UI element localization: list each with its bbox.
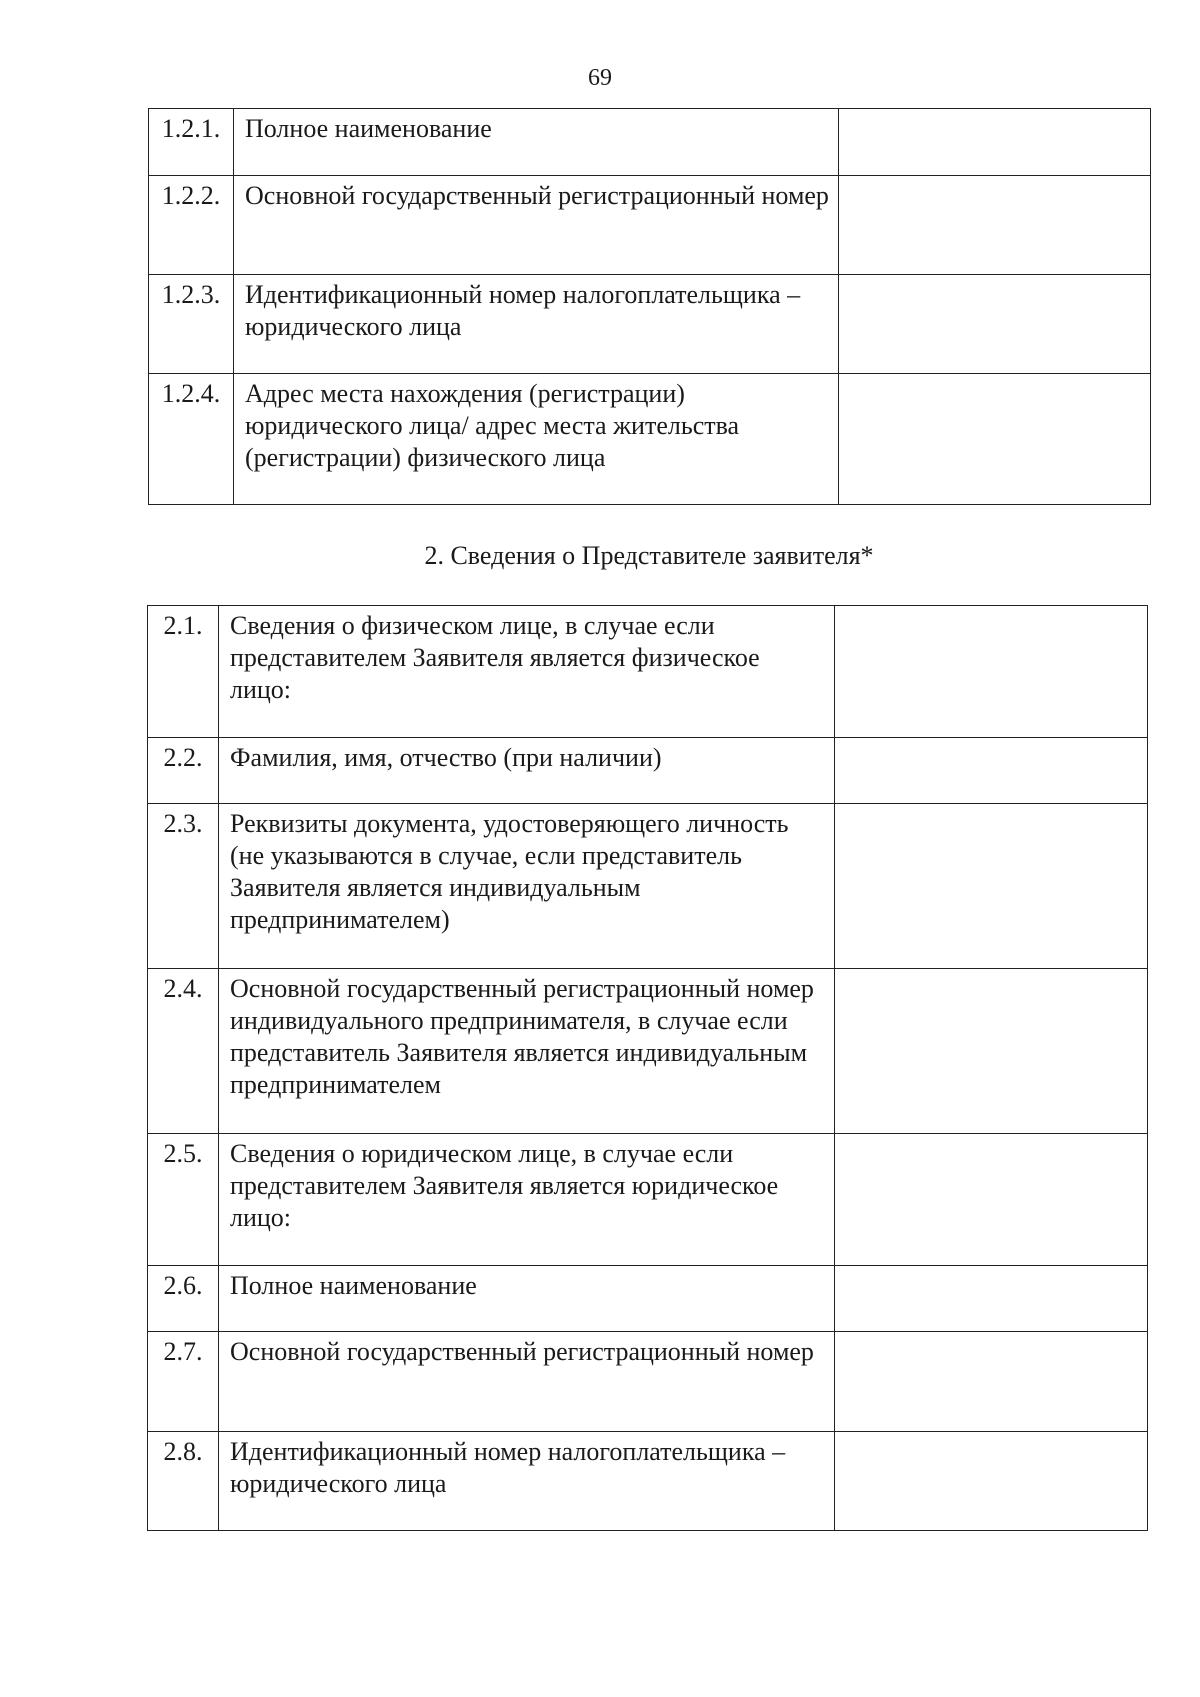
value-cell[interactable] — [839, 109, 1151, 176]
page-number: 69 — [588, 65, 612, 91]
row-label: Полное наименование — [234, 109, 839, 176]
row-number: 1.2.4. — [149, 374, 234, 505]
row-number: 1.2.3. — [149, 275, 234, 374]
row-label: Основной государственный регистрационный номер индивидуального предпринимателя, в случае если представитель Заявителя является индивидуальным предпринимателем — [219, 969, 835, 1134]
value-cell[interactable] — [835, 1134, 1148, 1266]
table-row — [148, 969, 1148, 1134]
row-number: 2.7. — [148, 1332, 219, 1432]
row-number: 2.1. — [148, 606, 219, 738]
row-label: Идентификационный номер налогоплательщика – юридического лица — [219, 1432, 835, 1531]
row-label: Реквизиты документа, удостоверяющего личность (не указываются в случае, если представитель Заявителя является индивидуальным предпринимателем) — [219, 804, 835, 969]
row-label: Идентификационный номер налогоплательщика – юридического лица — [234, 275, 839, 374]
row-number: 2.2. — [148, 738, 219, 804]
value-cell[interactable] — [835, 1332, 1148, 1432]
row-number: 2.8. — [148, 1432, 219, 1531]
table-row — [149, 374, 1151, 505]
row-label: Сведения о юридическом лице, в случае если представителем Заявителя является юридическое лицо: — [219, 1134, 835, 1266]
value-cell[interactable] — [835, 1432, 1148, 1531]
row-number: 1.2.1. — [149, 109, 234, 176]
applicant-legal-entity-table — [148, 108, 1151, 505]
table-row — [148, 1332, 1148, 1432]
table-row — [148, 1134, 1148, 1266]
table-row — [148, 1432, 1148, 1531]
table-row — [149, 275, 1151, 374]
value-cell[interactable] — [835, 1266, 1148, 1332]
row-number: 2.4. — [148, 969, 219, 1134]
representative-table — [147, 605, 1148, 1531]
table-row — [148, 738, 1148, 804]
value-cell[interactable] — [835, 738, 1148, 804]
value-cell[interactable] — [839, 275, 1151, 374]
table-row — [148, 606, 1148, 738]
row-label: Основной государственный регистрационный номер — [234, 176, 839, 275]
value-cell[interactable] — [835, 969, 1148, 1134]
row-label: Сведения о физическом лице, в случае если представителем Заявителя является физическое лицо: — [219, 606, 835, 738]
row-number: 2.6. — [148, 1266, 219, 1332]
value-cell[interactable] — [835, 606, 1148, 738]
row-label: Полное наименование — [219, 1266, 835, 1332]
table-row — [148, 1266, 1148, 1332]
table-row — [148, 804, 1148, 969]
value-cell[interactable] — [839, 374, 1151, 505]
row-label: Адрес места нахождения (регистрации) юридического лица/ адрес места жительства (регистрации) физического лица — [234, 374, 839, 505]
table-row — [149, 109, 1151, 176]
section-heading: 2. Сведения о Представителе заявителя* — [424, 541, 874, 570]
row-number: 1.2.2. — [149, 176, 234, 275]
table-row — [149, 176, 1151, 275]
row-number: 2.3. — [148, 804, 219, 969]
row-number: 2.5. — [148, 1134, 219, 1266]
row-label: Фамилия, имя, отчество (при наличии) — [219, 738, 835, 804]
value-cell[interactable] — [839, 176, 1151, 275]
row-label: Основной государственный регистрационный номер — [219, 1332, 835, 1432]
value-cell[interactable] — [835, 804, 1148, 969]
